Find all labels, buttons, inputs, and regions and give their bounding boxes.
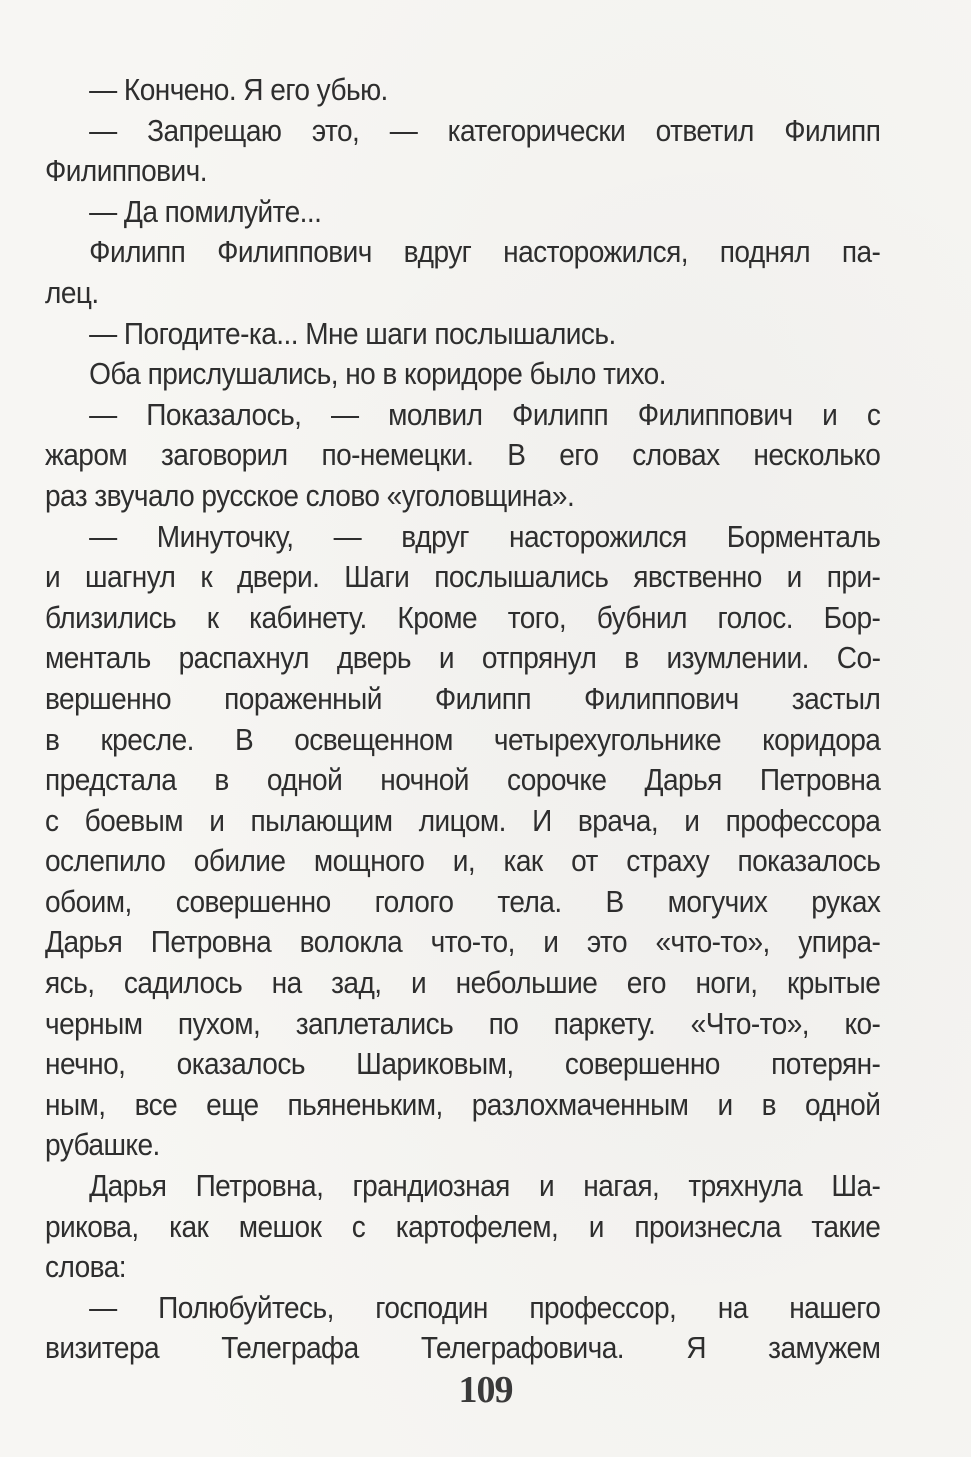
text-line: рубашке. <box>45 1128 160 1163</box>
text-line: Филиппович. <box>45 154 207 189</box>
text-line: визитера Телеграфа Телеграфовича. Я замужем <box>45 1331 881 1366</box>
text-line: черным пухом, заплетались по паркету. «Что-то», ко- <box>45 1006 881 1041</box>
text-line: слова: <box>45 1250 127 1285</box>
text-line: обоим, совершенно голого тела. В могучих руках <box>45 884 881 919</box>
text-line: ным, все еще пьяненьким, разлохмаченным и в одной <box>45 1087 881 1122</box>
text-line: и шагнул к двери. Шаги послышались явственно и при- <box>45 560 881 595</box>
text-line: — Кончено. Я его убью. <box>89 73 388 107</box>
text-line: близились к кабинету. Кроме того, бубнил голос. Бор- <box>45 600 881 635</box>
text-line: — Показалось, — молвил Филипп Филиппович и с <box>89 397 881 432</box>
text-line: ясь, садилось на зад, и небольшие его ноги, крытые <box>45 966 881 1001</box>
text-line: Дарья Петровна, грандиозная и нагая, тряхнула Ша- <box>89 1169 881 1204</box>
text-line: — Да помилуйте... <box>89 194 322 229</box>
page-number: 109 <box>458 1369 513 1411</box>
text-line: — Минуточку, — вдруг насторожился Борменталь <box>89 519 881 554</box>
text-line: лец. <box>45 275 99 310</box>
page-body-text <box>45 70 881 1369</box>
text-line: в кресле. В освещенном четырехугольнике коридора <box>45 722 881 757</box>
text-line: жаром заговорил по-немецки. В его словах несколько <box>45 438 881 473</box>
text-line: Дарья Петровна волокла что-то, и это «что-то», упира- <box>45 925 881 960</box>
text-line: Оба прислушались, но в коридоре было тихо. <box>89 357 666 392</box>
text-line: ослепило обилие мощного и, как от страху показалось <box>45 844 881 879</box>
text-line: нечно, оказалось Шариковым, совершенно потерян- <box>45 1047 881 1082</box>
text-line: менталь распахнул дверь и отпрянул в изумлении. Со- <box>45 641 881 676</box>
text-line: вершенно пораженный Филипп Филиппович застыл <box>45 681 881 716</box>
text-line: рикова, как мешок с картофелем, и произнесла такие <box>45 1209 881 1244</box>
text-line: — Запрещаю это, — категорически ответил Филипп <box>89 113 881 148</box>
text-line: Филипп Филиппович вдруг насторожился, поднял па- <box>89 235 881 270</box>
text-line: — Полюбуйтесь, господин профессор, на нашего <box>89 1290 881 1325</box>
text-line: раз звучало русское слово «уголовщина». <box>45 478 575 513</box>
text-line: с боевым и пылающим лицом. И врача, и профессора <box>45 803 881 838</box>
text-line: — Погодите-ка... Мне шаги послышались. <box>89 316 616 351</box>
text-line: предстала в одной ночной сорочке Дарья Петровна <box>45 763 881 798</box>
